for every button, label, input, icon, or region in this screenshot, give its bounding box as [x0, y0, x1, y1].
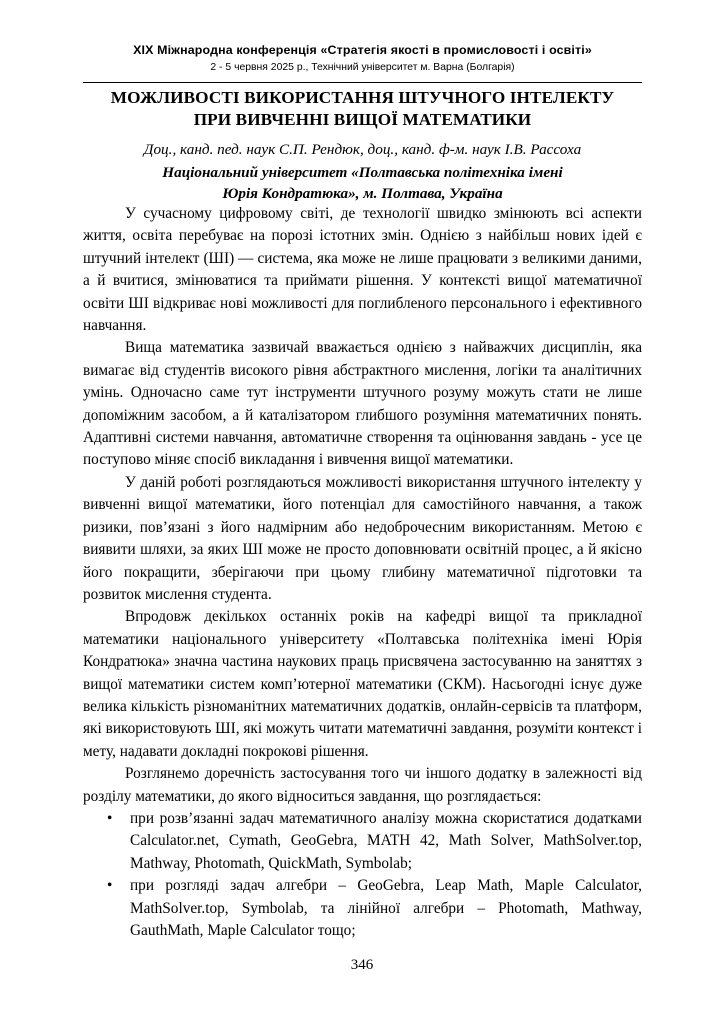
title-block [83, 87, 642, 204]
bullet-icon: • [107, 809, 113, 827]
paragraph-scope: У даній роботі розглядаються можливості використання штучного інтелекту у вивченні вищої математики, його потенціал для самостійного навчання, а також ризики, пов’язані з його надмірним або недоброчесним використанням. Метою є виявити шляхи, за яких ШІ може не просто доповнювати освітній процес, а й якісно його покращити, зберігаючи при цьому глибину математичної підготовки та розвиток мислення студента. [83, 473, 642, 603]
bullet-icon: • [107, 877, 113, 895]
page-title [83, 87, 642, 131]
affiliation-line-2: Юрія Кондратюка», м. Полтава, Україна [222, 185, 503, 202]
page-number: 346 [350, 957, 374, 973]
running-header [83, 42, 642, 75]
affiliation-line-1: Національний університет «Полтавська політехніка імені [162, 164, 563, 181]
body-content [83, 203, 642, 942]
list-item-text-analysis: при розв’язанні задач математичного аналізу можна скористатися додатками Calculator.net, Cymath, GeoGebra, MATH 42, Math Solver, MathSolver.top, Mathway, Photomath, QuickMath, Symbolab; [130, 809, 642, 872]
paragraph-discipline: Вища математика зазвичай вважається однією з найважчих дисциплін, яка вимагає від студентів високого рівня абстрактного мислення, логіки та аналітичних умінь. Одночасно саме тут інструменти штучного розуму можуть стати не лише допоміжним засобом, а й каталізатором глибшого розуміння математичних понять. Адаптивні системи навчання, автоматичне створення та оцінювання завдань - усе це поступово міняє спосіб викладання і вивчення вищої математики. [83, 339, 642, 469]
paragraph-intro: У сучасному цифровому світі, де технології швидко змінюють всі аспекти життя, освіта перебуває на порозі істотних змін. Однією з найбільш нових ідей є штучний інтелект (ШІ) — система, яка може не лише працювати з великими даними, а й вчитися, змінюватися та приймати рішення. У контексті вищої математичної освіти ШІ відкриває нові можливості для поглибленого персонального і ефективного навчання. [83, 205, 642, 335]
paper-title-line-1: МОЖЛИВОСТІ ВИКОРИСТАННЯ ШТУЧНОГО ІНТЕЛЕКТУ [110, 88, 615, 107]
header-venue-date: 2 - 5 червня 2025 р., Технічний університет м. Варна (Болгарія) [210, 62, 515, 73]
author-list: Доц., канд. пед. наук С.П. Рендюк, доц., канд. ф-м. наук І.В. Рассоха [143, 141, 582, 158]
header-conference-title: XIX Міжнародна конференція «Стратегія якості в промисловості і освіті» [133, 43, 592, 57]
list-item [83, 808, 642, 875]
paragraph-list-intro: Розглянемо доречність застосування того чи іншого додатку в залежності від розділу математики, до якого відноситься завдання, що розглядається: [83, 765, 642, 805]
paper-title-line-2: ПРИ ВИВЧЕННІ ВИЩОЇ МАТЕМАТИКИ [193, 110, 532, 129]
application-list [83, 808, 642, 942]
list-item-text-algebra: при розгляді задач алгебри – GeoGebra, Leap Math, Maple Calculator, MathSolver.top, Symbolab, та лінійної алгебри – Photomath, Mathway, GauthMath, Maple Calculator тощо; [130, 877, 642, 939]
paragraph-department: Впродовж декількох останніх років на кафедрі вищої та прикладної математики національного університету «Полтавська політехніка імені Юрія Кондратюка» значна частина наукових праць присвячена застосуванню на заняттях з вищої математики систем комп’ютерної математики (СКМ). Насьогодні існує дуже велика кількість різноманітних математичних додатків, онлайн-сервісів та платформ, які використовують ШІ, які можуть читати математичні завдання, розуміти контекст і мету, надавати докладні покрокові рішення. [83, 608, 642, 760]
header-divider-rule [83, 82, 642, 83]
list-item [83, 875, 642, 942]
affiliation [83, 162, 642, 204]
